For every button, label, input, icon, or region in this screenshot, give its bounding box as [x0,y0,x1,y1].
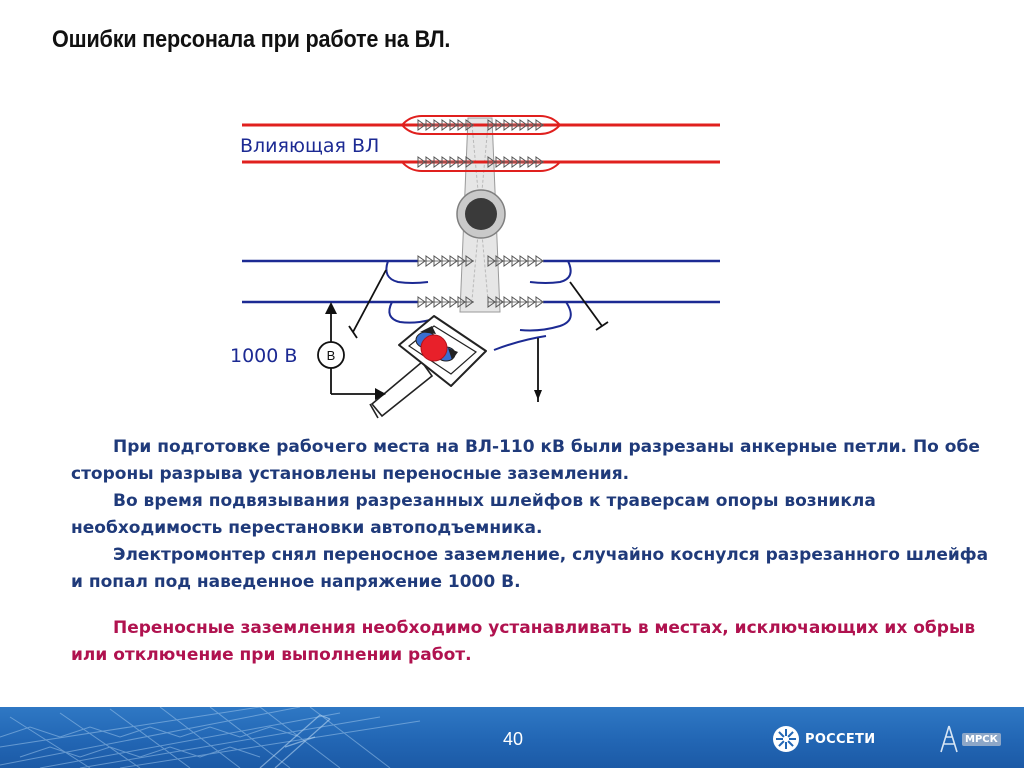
mrsk-logo [938,723,1001,755]
paragraph-1: При подготовке рабочего места на ВЛ-110 кВ были разрезаны анкерные петли. По обе стороны разрыва установлены переносные заземления. [71,437,980,484]
page-number: 40 [502,729,524,749]
influencing-line-label: Влияющая ВЛ [240,135,380,157]
paragraph-3: Электромонтер снял переносное заземление, случайно коснулся разрезанного шлейфа и попал под наведенное напряжение 1000 В. [71,545,989,592]
tower-joint [457,190,505,238]
rosseti-logo [772,725,875,753]
voltmeter-circuit [318,302,386,400]
mrsk-logo-text: МРСК [962,733,1001,746]
mrsk-emblem-icon [938,724,960,754]
paragraph-2: Во время подвязывания разрезанных шлейфов к траверсам опоры возникла необходимость перестановки автоподъемника. [71,491,876,538]
slide-title: Ошибки персонала при работе на ВЛ. [52,26,451,53]
voltage-label: 1000 В [230,345,298,367]
rosseti-logo-text: РОССЕТИ [805,731,876,747]
incident-description [71,434,991,669]
warning-text: Переносные заземления необходимо устанавливать в местах, исключающих их обрыв или отключение при выполнении работ. [71,618,976,665]
rosseti-emblem-icon [772,725,800,753]
voltmeter-letter: В [326,348,336,363]
footer-bar [0,707,1024,768]
